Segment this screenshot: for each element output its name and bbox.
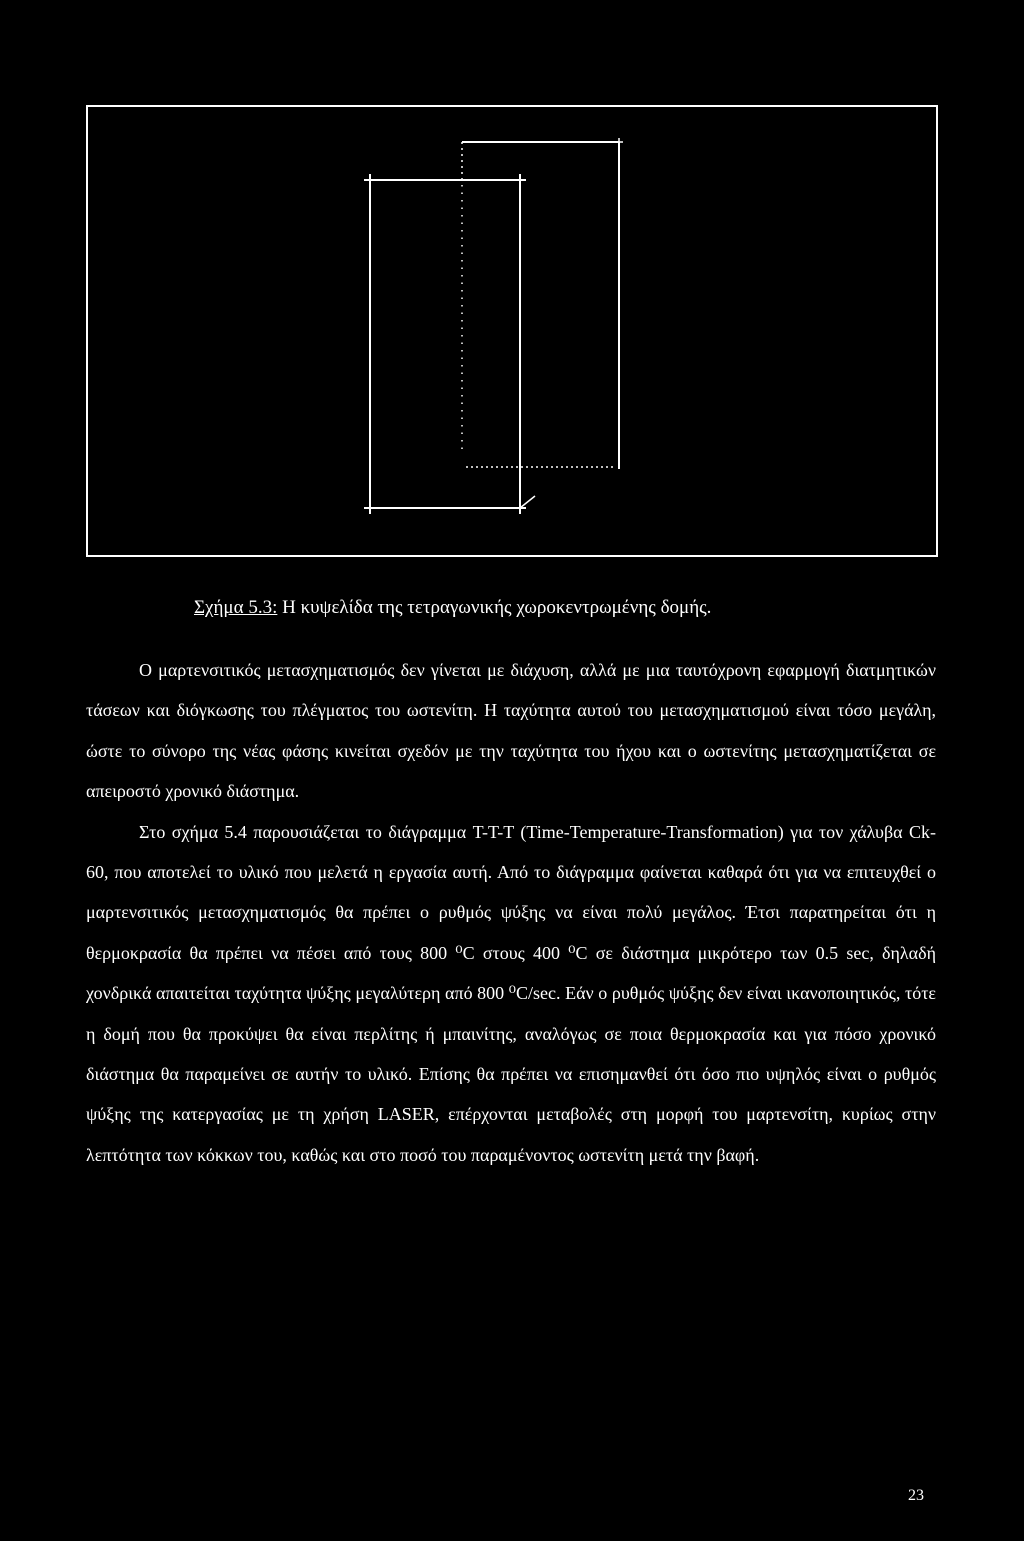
receding-edge xyxy=(520,496,535,508)
body-text xyxy=(86,650,936,1175)
bct-unit-cell-drawing xyxy=(86,105,938,557)
unit-cell-figure xyxy=(86,105,938,557)
figure-frame xyxy=(87,106,937,556)
back-face xyxy=(462,138,623,469)
paragraph-1: Ο μαρτενσιτικός μετασχηματισμός δεν γίνεται με διάχυση, αλλά με μια ταυτόχρονη εφαρμογή διατμητικών τάσεων και διόγκωσης του πλέγματος του ωστενίτη. Η ταχύτητα αυτού του μετασχηματισμού είναι τόσο μεγάλη, ώστε το σύνορο της νέας φάσης κινείται σχεδόν με την ταχύτητα του ήχου και ο ωστενίτης μετασχηματίζεται σε απειροστό χρονικό διάστημα. xyxy=(86,660,936,802)
page-number: 23 xyxy=(908,1487,924,1504)
front-face xyxy=(364,174,526,514)
figure-caption xyxy=(194,597,711,619)
paragraph-2: Στο σχήμα 5.4 παρουσιάζεται το διάγραμμα T-T-T (Time-Temperature-Transformation) για τον χάλυβα Ck-60, που αποτελεί το υλικό που μελετά η εργασία αυτή. Από το διάγραμμα φαίνεται καθαρά ότι για να επιτευχθεί ο μαρτενσιτικός μετασχηματισμός θα πρέπει ο ρυθμός ψύξης να είναι πολύ μεγάλος. Έτσι παρατηρείται ότι η θερμοκρασία θα πρέπει να πέσει από τους 800 ⁰C στους 400 ⁰C σε διάστημα μικρότερο των 0.5 sec, δηλαδή χονδρικά απαιτείται ταχύτητα ψύξης μεγαλύτερη από 800 ⁰C/sec. Εάν ο ρυθμός ψύξης δεν είναι ικανοποιητικός, τότε η δομή που θα προκύψει θα είναι περλίτης ή μπαινίτης, αναλόγως σε ποια θερμοκρασία και για πόσο χρονικό διάστημα θα παραμείνει σε αυτήν το υλικό. Επίσης θα πρέπει να επισημανθεί ότι όσο πιο υψηλός είναι ο ρυθμός ψύξης της κατεργασίας με τη χρήση LASER, επέρχονται μεταβολές στη μορφή του μαρτενσίτη, κυρίως στην λεπτότητα των κόκκων του, καθώς και στο ποσό του παραμένοντος ωστενίτη μετά την βαφή. xyxy=(86,821,936,1165)
caption-text: Η κυψελίδα της τετραγωνικής χωροκεντρωμένης δομής. xyxy=(277,597,712,618)
caption-label: Σχήμα 5.3: xyxy=(194,597,278,618)
